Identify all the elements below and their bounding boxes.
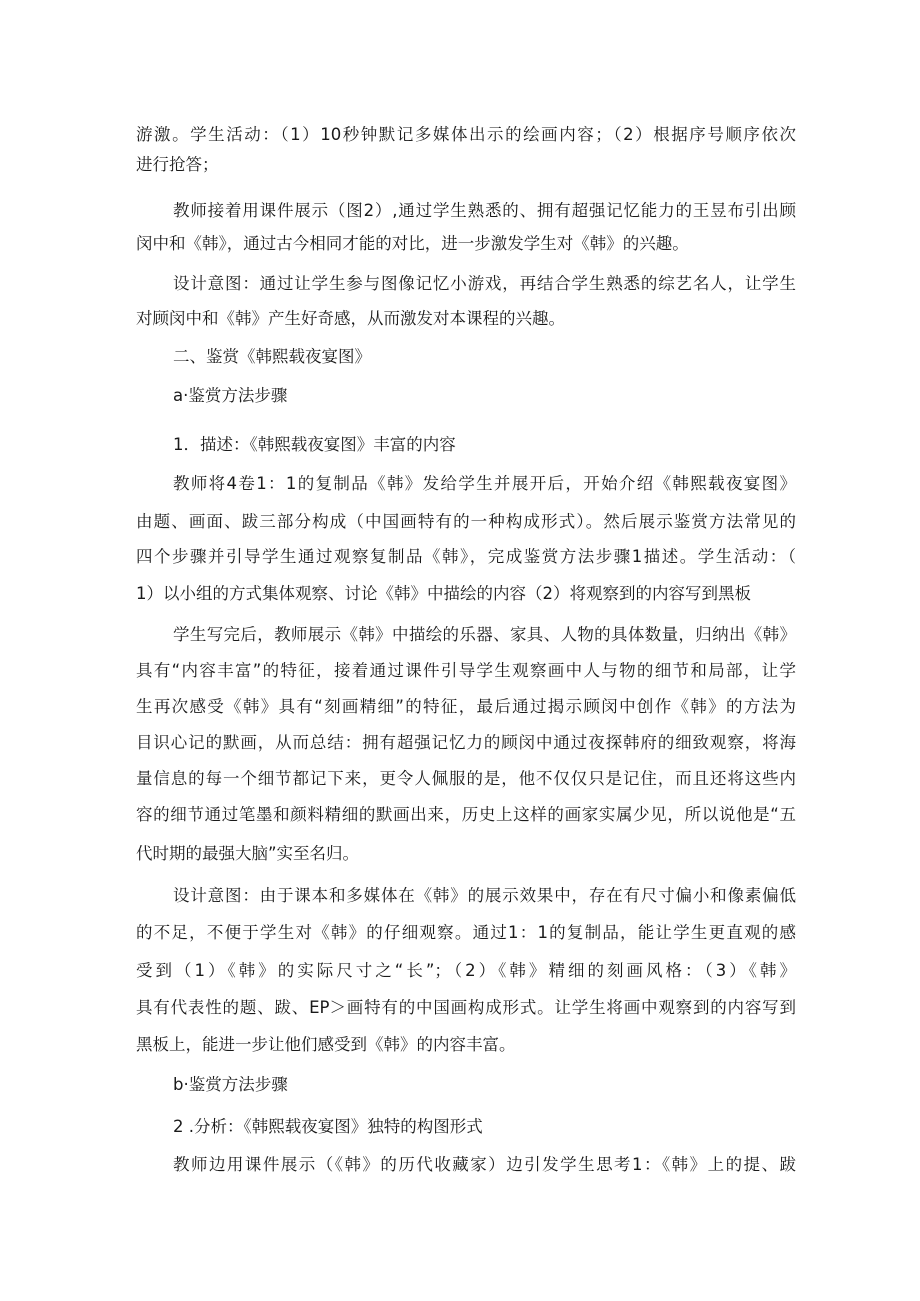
section-heading: 二、鉴赏《韩熙载夜宴图》: [173, 347, 371, 366]
subsection-heading: b·鉴赏方法步骤: [173, 1075, 288, 1094]
paragraph-line: 受到（1）《韩》的实际尺寸之“长”；（2）《韩》精细的刻画风格：（3）《韩》: [136, 961, 796, 980]
paragraph-line: 教师接着用课件展示（图2）,通过学生熟悉的、拥有超强记忆能力的王昱布引出顾: [173, 201, 796, 220]
paragraph-line: 学生写完后，教师展示《韩》中描绘的乐器、家具、人物的具体数量，归纳出《韩》: [173, 625, 796, 644]
paragraph-line: 进行抢答；: [136, 155, 219, 174]
subsection-heading: a·鉴赏方法步骤: [173, 386, 288, 405]
step-heading: 2 .分析：《韩熙载夜宴图》独特的构图形式: [173, 1117, 483, 1136]
paragraph-line: 的不足，不便于学生对《韩》的仔细观察。通过1：1的复制品，能让学生更直观的感: [136, 923, 796, 942]
paragraph-line: 游激。学生活动：（1）10秒钟默记多媒体出示的绘画内容；（2）根据序号顺序依次: [136, 125, 796, 144]
paragraph-line: 1）以小组的方式集体观察、讨论《韩》中描绘的内容（2）将观察到的内容写到黑板: [136, 584, 751, 603]
paragraph-line: 代时期的最强大脑”实至名归。: [136, 844, 360, 863]
paragraph-line: 对顾闵中和《韩》产生好奇感，从而激发对本课程的兴趣。: [136, 309, 565, 328]
paragraph-line: 黑板上，能进一步让他们感受到《韩》的内容丰富。: [136, 1035, 516, 1054]
step-heading: 1．描述：《韩熙载夜宴图》丰富的内容: [173, 435, 456, 454]
paragraph-line: 具有“内容丰富”的特征，接着通过课件引导学生观察画中人与物的细节和局部，让学: [136, 661, 796, 680]
paragraph-line: 目识心记的默画，从而总结：拥有超强记忆力的顾闵中通过夜探韩府的细致观察，将海: [136, 733, 796, 752]
paragraph-line: 容的细节通过笔墨和颜料精细的默画出来，历史上这样的画家实属少见，所以说他是“五: [136, 805, 796, 824]
paragraph-line: 生再次感受《韩》具有“刻画精细”的特征，最后通过揭示顾闵中创作《韩》的方法为: [136, 697, 796, 716]
paragraph-line: 由题、画面、跋三部分构成（中国画特有的一种构成形式）。然后展示鉴赏方法常见的: [136, 512, 796, 531]
paragraph-line: 四个步骤并引导学生通过观察复制品《韩》，完成鉴赏方法步骤1描述。学生活动：（: [136, 547, 796, 566]
paragraph-line: 量信息的每一个细节都记下来，更令人佩服的是，他不仅仅只是记住，而且还将这些内: [136, 769, 796, 788]
paragraph-line: 设计意图：通过让学生参与图像记忆小游戏，再结合学生熟悉的综艺名人，让学生: [173, 274, 796, 293]
paragraph-line: 设计意图：由于课本和多媒体在《韩》的展示效果中，存在有尺寸偏小和像素偏低: [173, 886, 796, 905]
paragraph-line: 闵中和《韩》，通过古今相同才能的对比，进一步激发学生对《韩》的兴趣。: [136, 234, 689, 253]
paragraph-line: 具有代表性的题、跋、EP＞画特有的中国画构成形式。让学生将画中观察到的内容写到: [136, 998, 796, 1017]
paragraph-line: 教师将4卷1：1的复制品《韩》发给学生并展开后，开始介绍《韩熙载夜宴图》: [173, 474, 796, 493]
paragraph-line: 教师边用课件展示（《韩》的历代收藏家）边引发学生思考1：《韩》上的提、跋: [173, 1155, 796, 1174]
